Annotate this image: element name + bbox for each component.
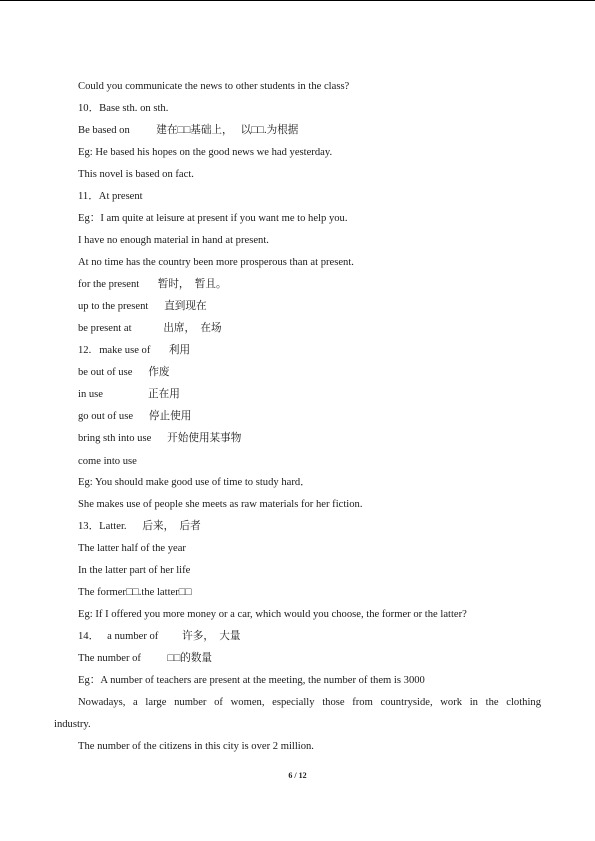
example-line: Eg：A number of teachers are present at the meeting, the number of them is 3000	[78, 675, 425, 686]
text-line: Be based on 建在□□基础上， 以□□.为根据	[78, 125, 299, 136]
text-line: She makes use of people she meets as raw materials for her fiction.	[78, 499, 363, 510]
paragraph-line: industry.	[54, 719, 91, 730]
example-line: Eg：I am quite at leisure at present if you want me to help you.	[78, 213, 348, 224]
section-heading-14: 14． a number of 许多， 大量	[78, 631, 241, 642]
phrase-line: come into use	[78, 456, 137, 467]
example-line: Eg: He based his hopes on the good news we had yesterday.	[78, 147, 333, 158]
text-line: The latter half of the year	[78, 543, 186, 554]
section-heading-13: 13．Latter. 后来， 后者	[78, 521, 201, 532]
example-line: Eg: You should make good use of time to study hard．	[78, 477, 311, 488]
text-line: This novel is based on fact.	[78, 169, 194, 180]
phrase-line: for the present 暂时， 暂且。	[78, 279, 227, 290]
section-heading-11: 11．At present	[78, 191, 143, 202]
text-line: At no time has the country been more prosperous than at present.	[78, 257, 354, 268]
text-line: The number of the citizens in this city is over 2 million.	[78, 741, 314, 752]
section-heading-10: 10．Base sth. on sth.	[78, 103, 169, 114]
phrase-line: be present at 出席， 在场	[78, 323, 222, 334]
phrase-line: be out of use 作废	[78, 367, 170, 378]
text-line: Could you communicate the news to other students in the class?	[78, 81, 350, 92]
phrase-line: up to the present 直到现在	[78, 301, 207, 312]
phrase-line: go out of use 停止使用	[78, 411, 192, 422]
text-line: I have no enough material in hand at present.	[78, 235, 269, 246]
phrase-line: in use 正在用	[78, 389, 180, 400]
phrase-line: bring sth into use 开始使用某事物	[78, 433, 242, 444]
example-line: Eg: If I offered you more money or a car, which would you choose, the former or the latter?	[78, 609, 467, 620]
section-heading-12: 12. make use of 利用	[78, 345, 191, 356]
phrase-line: The number of □□的数量	[78, 653, 213, 664]
paragraph-line: Nowadays, a large number of women, especially those from countryside, work in the clothing	[78, 697, 541, 708]
page-number: 6 / 12	[288, 771, 307, 780]
text-line: In the latter part of her life	[78, 565, 191, 576]
top-border-rule	[0, 0, 595, 1]
text-line: The former□□.the latter□□	[78, 587, 192, 598]
